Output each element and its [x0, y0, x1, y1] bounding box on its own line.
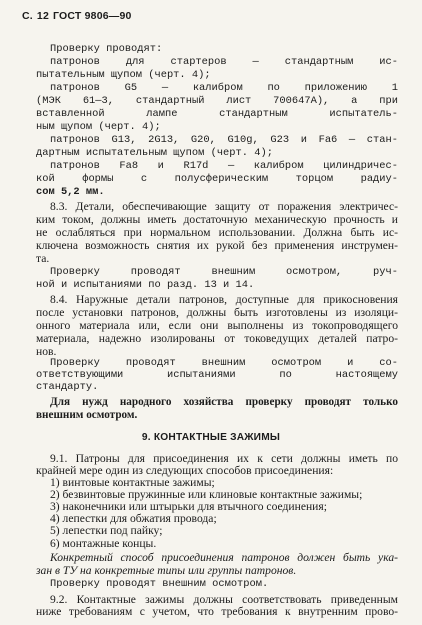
text-line: пытательным щупом (черт. 4);: [36, 69, 211, 81]
connection-method-item: 1) винтовые контактные зажимы;: [50, 476, 215, 489]
text-line: кой формы с полусферическим торцом радиу-: [36, 173, 398, 185]
clause-8-4-line: материала, надежно изолированы от токоведущих деталей патро-: [36, 332, 398, 345]
italic-note-line: зан в ТУ на конкретные типы или группы патронов.: [36, 563, 297, 577]
clause-8-4-line: нов.: [36, 345, 57, 358]
clause-8-3-line: ключена возможность снятия их рукой без применения инструмен-: [36, 239, 398, 252]
italic-note-line: Конкретный способ присоединения патронов должен быть ука-: [50, 551, 398, 565]
connection-method-item: 2) безвинтовые пружинные или клиновые контактные зажимы;: [50, 488, 363, 502]
check-8-3-line: Проверку проводят внешним осмотром, руч-: [50, 266, 398, 278]
clause-8-3-line: ким током, должны иметь достаточную механическую прочность и: [36, 213, 398, 226]
page-header: [22, 10, 136, 22]
national-economy-note-line: Для нужд народного хозяйства проверку проводят только: [50, 396, 398, 408]
clause-8-3-line: та.: [36, 252, 50, 265]
national-economy-note-line: внешним осмотром.: [36, 409, 138, 421]
standard-designation: ГОСТ 9806—90: [53, 10, 132, 22]
text-line: патронов для стартеров — стандартным ис-: [50, 56, 398, 68]
text-line: (МЭК 61—3, стандартный лист 700647А), а при: [36, 95, 398, 107]
text-line: дартным испытательным щупом (черт. 4);: [36, 147, 273, 159]
check-9-1-line: Проверку проводят внешним осмотром.: [50, 578, 269, 591]
connection-method-item: 5) лепестки под пайку;: [50, 524, 163, 538]
connection-method-item: 3) наконечники или штырьки для втычного соединения;: [50, 500, 327, 514]
clause-9-1-line: 9.1. Патроны для присоединения их к сети должны иметь по: [50, 451, 398, 465]
clause-9-1-line: крайней мере один из следующих способов присоединения:: [36, 463, 334, 477]
clause-8-4-line: после установки патронов, должны быть изготовлены из изоляци-: [36, 306, 398, 319]
text-line: патронов G5 — калибром по приложению 1: [50, 82, 398, 94]
connection-method-item: 4) лепестки для обжатия провода;: [50, 512, 217, 526]
text-line: патронов Fa8 и R17d — калибром цилиндричес-: [50, 160, 398, 172]
check-8-4-line: Проверку проводят внешним осмотром и со-: [50, 357, 398, 369]
check-8-4-line: стандарту.: [36, 381, 99, 393]
clause-8-4-line: 8.4. Наружные детали патронов, доступные для прикосновения: [50, 293, 398, 306]
check-8-4-line: ответствующими испытаниями по настоящему: [36, 369, 398, 381]
clause-8-3-line: 8.3. Детали, обеспечивающие защиту от поражения электричес-: [50, 200, 398, 213]
connection-method-item: 6) монтажные концы.: [50, 536, 157, 550]
text-line: ным щупом (черт. 4);: [36, 121, 161, 133]
clause-9-2-line: ниже требованиям с учетом, что требования к внутренним прово-: [36, 605, 398, 619]
check-heading-line: Проверку проводят:: [50, 43, 163, 55]
section-9-heading: 9. КОНТАКТНЫЕ ЗАЖИМЫ: [141, 432, 281, 443]
clause-8-3-line: не ослабляться при нормальном использовании. Должна быть ис-: [36, 226, 398, 239]
page-prefix: С.: [22, 10, 33, 22]
clause-8-4-line: онного материала или, если они выполнены из токопроводящего: [36, 319, 398, 332]
text-line: сом 5,2 мм.: [36, 186, 105, 198]
text-line: патронов G13, 2G13, G20, G10g, G23 и Fa6 — стан-: [50, 134, 398, 146]
page-number: 12: [36, 10, 49, 22]
check-8-3-line: ной и испытаниями по разд. 13 и 14.: [36, 279, 255, 291]
clause-9-2-line: 9.2. Контактные зажимы должны соответствовать приведенным: [50, 593, 398, 607]
text-line: вставленной лампе стандартным испытатель-: [36, 108, 398, 120]
